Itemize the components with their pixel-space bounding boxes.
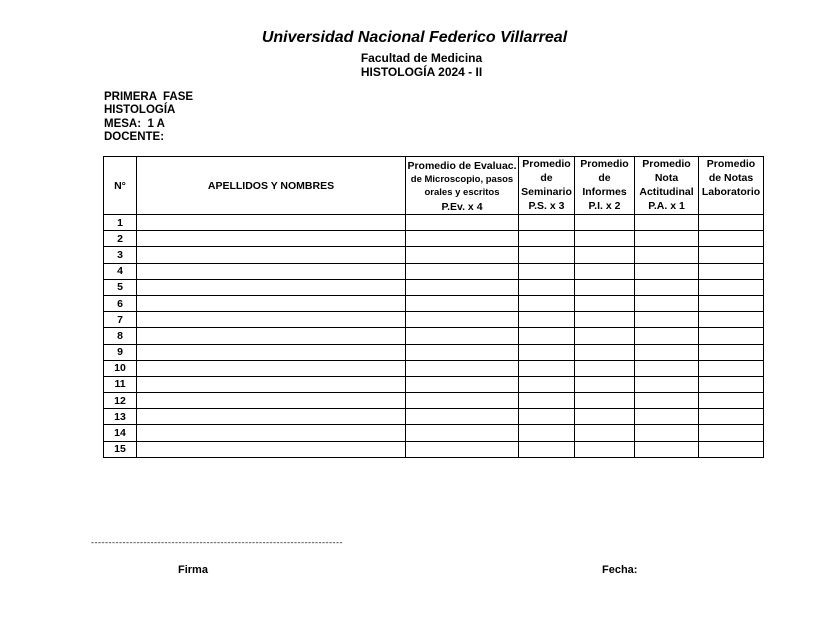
ps-cell[interactable] — [519, 376, 575, 392]
table-row — [104, 279, 764, 295]
lab-cell[interactable] — [699, 425, 764, 441]
table-row — [104, 263, 764, 279]
table-row — [104, 344, 764, 360]
ps-cell[interactable] — [519, 441, 575, 457]
student-name-cell[interactable] — [137, 409, 406, 425]
pa-cell[interactable] — [635, 328, 699, 344]
pi-cell[interactable] — [575, 215, 635, 231]
pa-cell[interactable] — [635, 360, 699, 376]
pa-cell[interactable] — [635, 425, 699, 441]
lab-cell[interactable] — [699, 279, 764, 295]
lab-cell[interactable] — [699, 360, 764, 376]
pi-cell[interactable] — [575, 295, 635, 311]
table-row — [104, 247, 764, 263]
pi-cell[interactable] — [575, 409, 635, 425]
ps-cell[interactable] — [519, 312, 575, 328]
row-number: 15 — [104, 441, 137, 457]
pi-cell[interactable] — [575, 247, 635, 263]
row-number: 6 — [104, 295, 137, 311]
col-pa-line4: P.A. x 1 — [648, 200, 685, 212]
ps-cell[interactable] — [519, 295, 575, 311]
col-pi-line1: Promedio — [580, 158, 629, 170]
student-name-cell[interactable] — [137, 279, 406, 295]
pa-cell[interactable] — [635, 247, 699, 263]
student-name-cell[interactable] — [137, 393, 406, 409]
pev-cell[interactable] — [406, 279, 519, 295]
row-number: 7 — [104, 312, 137, 328]
row-number: 5 — [104, 279, 137, 295]
pi-cell[interactable] — [575, 279, 635, 295]
lab-cell[interactable] — [699, 247, 764, 263]
signature-line: ------------------------------------------------------------------------ — [90, 538, 343, 548]
pi-cell[interactable] — [575, 312, 635, 328]
col-pev-line2: de Microscopio, pasos — [410, 174, 514, 185]
table-row — [104, 295, 764, 311]
table-row — [104, 215, 764, 231]
pa-cell[interactable] — [635, 393, 699, 409]
pev-cell[interactable] — [406, 425, 519, 441]
lab-cell[interactable] — [699, 215, 764, 231]
col-ps-line2: de — [540, 172, 553, 184]
subject-label: HISTOLOGÍA — [104, 104, 176, 117]
pev-cell[interactable] — [406, 295, 519, 311]
col-ps-line3: Seminario — [521, 186, 572, 198]
grades-table — [103, 156, 764, 458]
ps-cell[interactable] — [519, 263, 575, 279]
pev-cell[interactable] — [406, 376, 519, 392]
col-lab-line3: Laboratorio — [701, 186, 761, 198]
student-name-cell[interactable] — [137, 360, 406, 376]
ps-cell[interactable] — [519, 409, 575, 425]
pi-cell[interactable] — [575, 263, 635, 279]
col-pev-line1: Promedio de Evaluac. — [407, 160, 517, 172]
pa-cell[interactable] — [635, 409, 699, 425]
pev-cell[interactable] — [406, 441, 519, 457]
col-pi-header — [575, 157, 635, 215]
ps-cell[interactable] — [519, 360, 575, 376]
pi-cell[interactable] — [575, 425, 635, 441]
table-row — [104, 441, 764, 457]
student-name-cell[interactable] — [137, 312, 406, 328]
phase-label: PRIMERA FASE — [104, 91, 194, 103]
student-name-cell[interactable] — [137, 328, 406, 344]
pev-cell[interactable] — [406, 393, 519, 409]
pi-cell[interactable] — [575, 231, 635, 247]
table-row — [104, 376, 764, 392]
ps-cell[interactable] — [519, 344, 575, 360]
pa-cell[interactable] — [635, 376, 699, 392]
pi-cell[interactable] — [575, 328, 635, 344]
student-name-cell[interactable] — [137, 231, 406, 247]
docente-label: DOCENTE: — [104, 130, 165, 143]
row-number: 11 — [104, 376, 137, 392]
table-row — [104, 425, 764, 441]
row-number: 9 — [104, 344, 137, 360]
table-header-row — [104, 157, 764, 215]
pev-cell[interactable] — [406, 328, 519, 344]
lab-cell[interactable] — [699, 393, 764, 409]
col-pa-line1: Promedio — [642, 158, 691, 170]
col-pi-line2: de — [598, 172, 611, 184]
col-pi-line4: P.I. x 2 — [588, 200, 621, 212]
pev-cell[interactable] — [406, 231, 519, 247]
table-row — [104, 328, 764, 344]
pev-cell[interactable] — [406, 312, 519, 328]
row-number: 1 — [104, 215, 137, 231]
pa-cell[interactable] — [635, 263, 699, 279]
student-name-cell[interactable] — [137, 344, 406, 360]
table-row — [104, 409, 764, 425]
col-pev-header — [406, 157, 519, 215]
lab-cell[interactable] — [699, 328, 764, 344]
row-number: 2 — [104, 231, 137, 247]
col-ps-header — [519, 157, 575, 215]
fecha-label: Fecha: — [602, 564, 638, 576]
col-lab-line1: Promedio — [706, 158, 756, 170]
pa-cell[interactable] — [635, 231, 699, 247]
university-title: Universidad Nacional Federico Villarreal — [261, 29, 568, 46]
student-name-cell[interactable] — [137, 376, 406, 392]
lab-cell[interactable] — [699, 312, 764, 328]
lab-cell[interactable] — [699, 409, 764, 425]
pi-cell[interactable] — [575, 344, 635, 360]
row-number: 8 — [104, 328, 137, 344]
pev-cell[interactable] — [406, 247, 519, 263]
student-name-cell[interactable] — [137, 441, 406, 457]
ps-cell[interactable] — [519, 425, 575, 441]
ps-cell[interactable] — [519, 247, 575, 263]
pa-cell[interactable] — [635, 441, 699, 457]
lab-cell[interactable] — [699, 376, 764, 392]
col-lab-line2: de Notas — [708, 172, 754, 184]
ps-cell[interactable] — [519, 328, 575, 344]
student-name-cell[interactable] — [137, 295, 406, 311]
table-row — [104, 312, 764, 328]
table-row — [104, 360, 764, 376]
col-number-header: N° — [104, 157, 137, 215]
student-name-cell[interactable] — [137, 215, 406, 231]
pi-cell[interactable] — [575, 360, 635, 376]
pev-cell[interactable] — [406, 263, 519, 279]
faculty-title: Facultad de Medicina — [360, 51, 483, 65]
pi-cell[interactable] — [575, 376, 635, 392]
col-pi-line3: Informes — [582, 186, 627, 198]
row-number: 13 — [104, 409, 137, 425]
row-number: 14 — [104, 425, 137, 441]
row-number: 4 — [104, 263, 137, 279]
pa-cell[interactable] — [635, 279, 699, 295]
pa-cell[interactable] — [635, 215, 699, 231]
pev-cell[interactable] — [406, 360, 519, 376]
col-pev-line4: P.Ev. x 4 — [441, 201, 483, 213]
table-row — [104, 393, 764, 409]
row-number: 3 — [104, 247, 137, 263]
lab-cell[interactable] — [699, 263, 764, 279]
pev-cell[interactable] — [406, 344, 519, 360]
pev-cell[interactable] — [406, 215, 519, 231]
col-ps-line4: P.S. x 3 — [528, 200, 565, 212]
ps-cell[interactable] — [519, 279, 575, 295]
pi-cell[interactable] — [575, 441, 635, 457]
course-info-block — [104, 91, 193, 144]
lab-cell[interactable] — [699, 295, 764, 311]
pa-cell[interactable] — [635, 295, 699, 311]
ps-cell[interactable] — [519, 231, 575, 247]
col-pa-line2: Nota — [654, 172, 679, 184]
pev-cell[interactable] — [406, 409, 519, 425]
row-number: 12 — [104, 393, 137, 409]
col-pev-line3: orales y escritos — [424, 187, 500, 198]
col-names-header: APELLIDOS Y NOMBRES — [137, 157, 406, 215]
course-year-title: HISTOLOGÍA 2024 - II — [360, 65, 483, 79]
ps-cell[interactable] — [519, 215, 575, 231]
col-lab-header — [699, 157, 764, 215]
firma-label: Firma — [178, 564, 208, 576]
row-number: 10 — [104, 360, 137, 376]
pa-cell[interactable] — [635, 312, 699, 328]
lab-cell[interactable] — [699, 441, 764, 457]
pi-cell[interactable] — [575, 393, 635, 409]
student-name-cell[interactable] — [137, 425, 406, 441]
student-name-cell[interactable] — [137, 263, 406, 279]
col-pa-header — [635, 157, 699, 215]
col-ps-line1: Promedio — [522, 158, 571, 170]
table-row — [104, 231, 764, 247]
lab-cell[interactable] — [699, 231, 764, 247]
ps-cell[interactable] — [519, 393, 575, 409]
mesa-label: MESA: 1 A — [104, 117, 165, 130]
student-name-cell[interactable] — [137, 247, 406, 263]
col-pa-line3: Actitudinal — [639, 186, 694, 198]
pa-cell[interactable] — [635, 344, 699, 360]
lab-cell[interactable] — [699, 344, 764, 360]
